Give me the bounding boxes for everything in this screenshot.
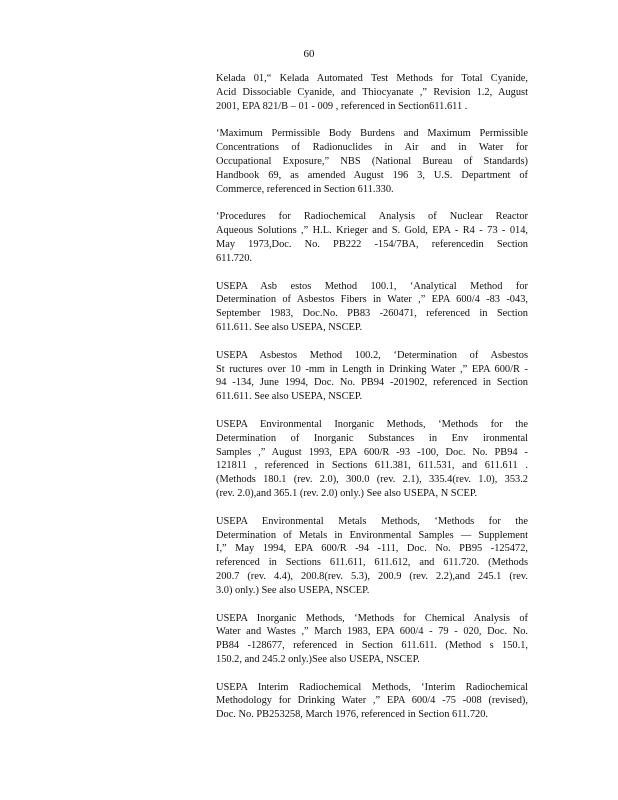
reference-line: 3.0) only.) See also USEPA, NSCEP. (216, 584, 370, 596)
reference-line: (Methods 180.1 (rev. 2.0), 300.0 (rev. 2.1), 335.4(rev. 1.0), 353.2 (216, 474, 528, 486)
reference-line: PB84 -128677, referenced in Section 611.611. (Method s 150.1, (216, 640, 528, 652)
reference-line: Samples ,” August 1993, EPA 600/R -93 -100, Doc. No. PB94 - (216, 446, 528, 458)
reference-line: ‘Maximum Permissible Body Burdens and Maximum Permissible (216, 128, 528, 140)
reference-entry (216, 515, 528, 598)
reference-entry (216, 280, 528, 335)
reference-line: 150.2, and 245.2 only.)See also USEPA, NSCEP. (216, 653, 420, 665)
reference-line: Determination of Metals in Environmental Samples — Supplement (216, 529, 528, 541)
reference-line: USEPA Asb estos Method 100.1, ‘Analytical Method for (216, 280, 528, 292)
reference-line: 611.611. See also USEPA, NSCEP. (216, 391, 363, 403)
reference-line: 94 -134, June 1994, Doc. No. PB94 -201902, referenced in Section (216, 377, 528, 389)
reference-line: 611.720. (216, 252, 252, 264)
reference-entry (216, 349, 528, 404)
reference-line: St ructures over 10 -mm in Length in Drinking Water ,” EPA 600/R - (216, 363, 528, 375)
reference-entry (216, 681, 528, 722)
reference-line: 200.7 (rev. 4.4), 200.8(rev. 5.3), 200.9 (rev. 2.2),and 245.1 (rev. (216, 570, 528, 582)
reference-line: Commerce, referenced in Section 611.330. (216, 183, 394, 195)
reference-line: 121811 , referenced in Sections 611.381, 611.531, and 611.611 . (216, 460, 528, 472)
reference-line: Acid Dissociable Cyanide, and Thiocyanate ,” Revision 1.2, August (216, 86, 528, 98)
reference-entry (216, 210, 528, 265)
reference-list (216, 72, 528, 736)
reference-line: Methodology for Drinking Water ,” EPA 600/4 -75 -008 (revised), (216, 695, 528, 707)
reference-line: referenced in Sections 611.611, 611.612, and 611.720. (Methods (216, 557, 528, 569)
reference-line: Handbook 69, as amended August 196 3, U.S. Department of (216, 169, 528, 181)
reference-line: Occupational Exposure,” NBS (National Bureau of Standards) (216, 155, 528, 167)
reference-line: 2001, EPA 821/B – 01 - 009 , referenced in Section611.611 . (216, 100, 468, 112)
reference-line: USEPA Environmental Inorganic Methods, ‘Methods for the (216, 418, 528, 430)
reference-line: May 1973,Doc. No. PB222 -154/7BA, referencedin Section (216, 238, 528, 250)
reference-line: Aqueous Solutions ,” H.L. Krieger and S. Gold, EPA - R4 - 73 - 014, (216, 225, 528, 237)
reference-entry (216, 418, 528, 501)
reference-line: USEPA Environmental Metals Methods, ‘Methods for the (216, 515, 528, 527)
reference-line: 611.611. See also USEPA, NSCEP. (216, 321, 363, 333)
reference-line: Water and Wastes ,” March 1983, EPA 600/4 - 79 - 020, Doc. No. (216, 626, 528, 638)
reference-line: I,” May 1994, EPA 600/R -94 -111, Doc. No. PB95 -125472, (216, 543, 528, 555)
reference-entry (216, 612, 528, 667)
reference-line: (rev. 2.0),and 365.1 (rev. 2.0) only.) See also USEPA, N SCEP. (216, 487, 478, 499)
reference-line: Concentrations of Radionuclides in Air and in Water for (216, 142, 528, 154)
reference-entry (216, 72, 528, 113)
reference-line: Determination of Inorganic Substances in Env ironmental (216, 432, 528, 444)
reference-line: Kelada 01,“ Kelada Automated Test Methods for Total Cyanide, (216, 73, 528, 84)
reference-line: USEPA Asbestos Method 100.2, ‘Determination of Asbestos (216, 349, 528, 361)
reference-line: USEPA Interim Radiochemical Methods, ‘Interim Radiochemical (216, 681, 528, 693)
page-number: 60 (303, 48, 315, 60)
reference-line: USEPA Inorganic Methods, ‘Methods for Chemical Analysis of (216, 612, 528, 624)
reference-line: September 1983, Doc.No. PB83 -260471, referenced in Section (216, 308, 528, 320)
reference-line: Doc. No. PB253258, March 1976, referenced in Section 611.720. (216, 709, 489, 721)
reference-line: ‘Procedures for Radiochemical Analysis of Nuclear Reactor (216, 211, 528, 223)
reference-line: Determination of Asbestos Fibers in Water ,” EPA 600/4 -83 -043, (216, 294, 528, 306)
reference-entry (216, 127, 528, 196)
